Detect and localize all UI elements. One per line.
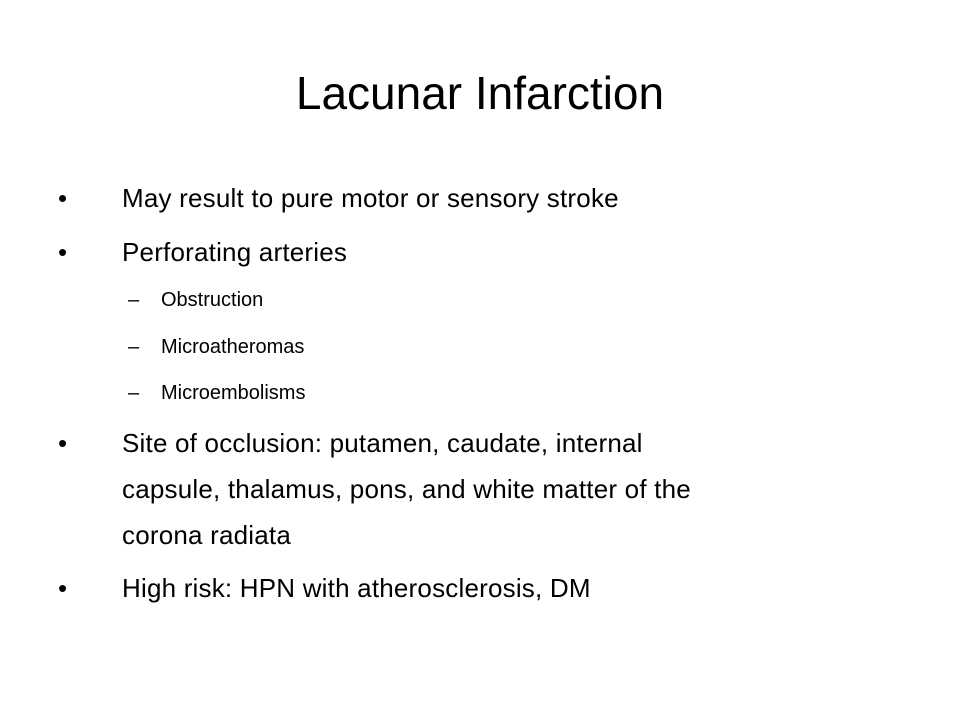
bullet-text: High risk: HPN with atherosclerosis, DM	[122, 573, 591, 603]
bullet-marker: •	[58, 183, 68, 213]
dash-marker: –	[128, 289, 140, 311]
bullet-text: May result to pure motor or sensory stroke	[122, 183, 619, 213]
bullet-text-line: Site of occlusion: putamen, caudate, internal	[122, 428, 643, 458]
bullet-text-line: capsule, thalamus, pons, and white matter of the	[122, 474, 691, 504]
bullet-marker: •	[58, 573, 68, 603]
sub-bullet-text: Microatheromas	[161, 336, 305, 358]
dash-marker: –	[128, 336, 140, 358]
bullet-marker: •	[58, 428, 68, 458]
bullet-text-line: corona radiata	[122, 520, 292, 550]
dash-marker: –	[128, 382, 140, 404]
sub-bullet-text: Microembolisms	[161, 382, 306, 404]
slide-title: Lacunar Infarction	[295, 67, 665, 119]
bullet-marker: •	[58, 237, 68, 267]
bullet-text: Perforating arteries	[122, 237, 348, 267]
sub-bullet-text: Obstruction	[161, 289, 264, 311]
